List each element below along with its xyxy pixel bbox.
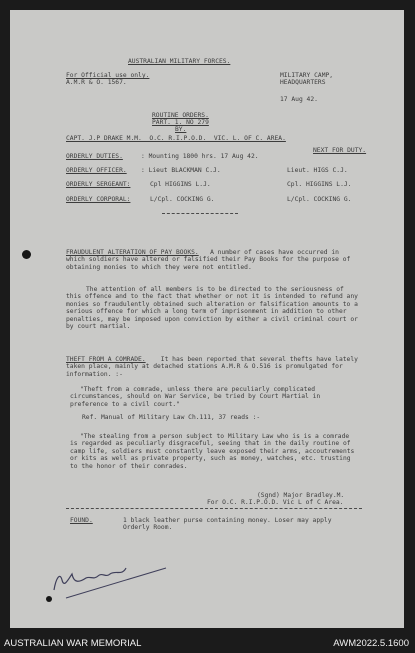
signature-line-2: For O.C. R.I.P.O.D. Vic L of C Area. [207,499,344,506]
found-text: 1 black leather purse containing money. Loser may apply Orderly Room. [123,517,332,532]
punch-hole-top [22,250,31,259]
duty-next-sergeant: Cpl. HIGGINS L.J. [287,181,352,188]
part-number: PART. 1. NO 279 [152,119,209,126]
handwritten-signature-icon [46,550,176,610]
duty-label-corporal: ORDERLY CORPORAL: [66,196,131,203]
pay-books-heading: FRAUDULENT ALTERATION OF PAY BOOKS. [66,249,199,256]
duty-next-corporal: L/Cpl. COCKING G. [287,196,352,203]
order-date: 17 Aug 42. [280,96,318,103]
section-divider [162,213,238,214]
routine-orders-title: ROUTINE ORDERS. [152,112,209,119]
amr-reference: A.M.R & O. 1567. [66,79,127,86]
official-use-line: For Official use only. [66,72,150,79]
theft-text-1: It has been reported that several thefts have lately taken place, mainly at detached stations A.M.R & O.516 is promulgated for information. :- [66,356,358,378]
duty-next-officer: Lieut. HIGS C.J. [287,167,348,174]
next-for-duty-heading: NEXT FOR DUTY. [313,147,367,154]
commanding-officer-line: CAPT. J.P DRAKE M.M. O.C. R.I.P.O.D. VIC. L. OF C. AREA. [66,135,286,142]
theft-heading: THEFT FROM A COMRADE. [66,356,146,363]
duty-value-duties: : Mounting 1800 hrs. 17 Aug 42. [141,153,259,160]
footer-institution: AUSTRALIAN WAR MEMORIAL [4,638,142,649]
duty-value-officer: : Lieut BLACKMAN C.J. [141,167,221,174]
footer-reference: AWM2022.5.1600 [333,638,409,649]
duty-value-corporal: L/Cpl. COCKING G. [150,196,215,203]
headquarters-line: HEADQUARTERS [280,79,326,86]
by-line: BY. [175,126,187,133]
archive-footer [0,633,415,653]
found-heading: FOUND. [70,517,93,524]
pay-books-paragraph [66,249,358,271]
pay-books-text-1: A number of cases have occurred in which soldiers have altered or falsified their Pay Books for the purpose of obtaining monies to which they were not entitled. [66,249,351,271]
military-law-reference: Ref. Manual of Military Law Ch.111, 37 reads :- [82,414,261,421]
duty-value-sergeant: Cpl HIGGINS L.J. [150,181,211,188]
duty-label-officer: ORDERLY OFFICER. [66,167,127,174]
duty-label-duties: ORDERLY DUTIES. [66,153,123,160]
document-page [10,10,404,628]
document-title: AUSTRALIAN MILITARY FORCES. [128,58,231,65]
pay-books-text-2: The attention of all members is to be directed to the seriousness of this offence and to the fact that whether or not it is intended to refund any monies so fraudulently obtained such alteration or falsification amounts to a serious offence for which a long term of imprisonment in addition to other penalties, may be imposed upon conviction by either a civil criminal court or by court martial. [66,286,358,331]
theft-quote-1: "Theft from a comrade, unless there are peculiarly complicated circumstances, should on War Service, be tried by Court Martial in preference to a civil court." [70,386,321,408]
theft-paragraph [66,356,358,378]
duty-label-sergeant: ORDERLY SERGEANT: [66,181,131,188]
camp-line: MILITARY CAMP, [280,72,334,79]
theft-quote-2: "The stealing from a person subject to Military Law who is is a comrade is regarded as peculiarly disgraceful, seeing that in the daily routine of camp life, soldiers must constantly leave exposed their arms, accoutrements or kits as well as private property, such as money, watches, etc. trusting to the honor of their comrades. [70,433,355,470]
signature-line-1: (Sgnd) Major Bradley.M. [257,492,345,499]
found-divider [66,508,362,509]
